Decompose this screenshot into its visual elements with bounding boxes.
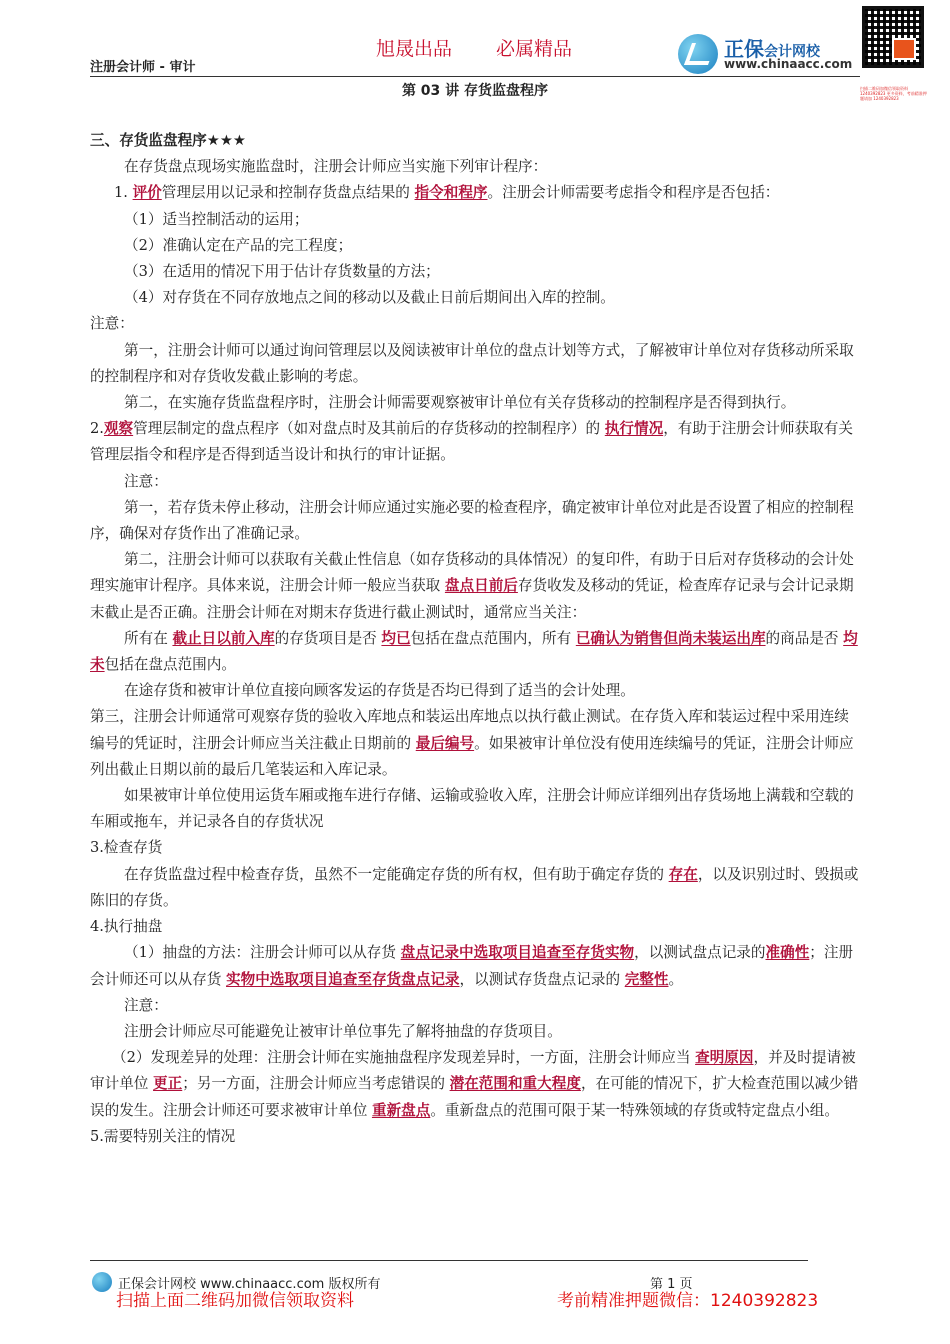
logo-mark-icon	[678, 34, 718, 74]
footer-promo-left: 扫描上面二维码加微信领取资料	[116, 1291, 354, 1311]
note-label: 注意：	[90, 315, 134, 333]
footer-divider	[90, 1260, 808, 1261]
keyword: 盘点记录中选取项目追查至存货实物	[400, 944, 635, 962]
note-paragraph: 在途存货和被审计单位直接向顾客发运的存货是否均已得到了适当的会计处理。	[124, 682, 635, 700]
keyword: 实物中选取项目追查至存货盘点记录	[226, 970, 460, 988]
keyword: 评价	[132, 184, 162, 202]
keyword: 盘点日前后	[444, 577, 518, 595]
header-subject: 注册会计师 - 审计	[90, 60, 196, 75]
item-4-paragraph: （2）发现差异的处理：注册会计师在实施抽盘程序发现差异时，一方面，注册会计师应当 查明原因，并及时提请被审计单位 更正；另一方面，注册会计师应当考虑错误的 潜在范围和重大程度，在可能的情况下，扩大检查范围以减少错误的发生。注册会计师还可要求被审计单位 重新盘点。重新盘点的范围可限于某一特殊领域的存货或特定盘点小组。	[90, 1049, 859, 1119]
document-body	[90, 128, 860, 1150]
list-item: （2）准确认定在产品的完工程度；	[124, 236, 353, 254]
keyword: 均未	[90, 629, 858, 674]
note-paragraph: 第一，若存货未停止移动，注册会计师应通过实施必要的检查程序，确定被审计单位对此是否设置了相应的控制程序，确保对存货作出了准确记录。	[90, 498, 854, 543]
qr-badge-icon	[892, 38, 916, 60]
item-1: 1. 评价管理层用以记录和控制存货盘点结果的 指令和程序。注册会计师需要考虑指令和程序是否包括：	[114, 184, 780, 202]
list-item: （1）适当控制活动的运用；	[124, 210, 309, 228]
list-item: （3）在适用的情况下用于估计存货数量的方法；	[124, 263, 440, 281]
note-paragraph: 第二，在实施存货监盘程序时，注册会计师需要观察被审计单位有关存货移动的控制程序是否得到执行。	[124, 394, 796, 412]
keyword: 观察	[103, 420, 134, 438]
footer-copyright: 正保会计网校 www.chinaacc.com 版权所有	[118, 1277, 381, 1292]
section-title: 三、存货监盘程序★★★	[90, 132, 246, 149]
footer-logo-icon	[92, 1272, 112, 1292]
header-divider	[90, 76, 860, 77]
keyword: 均已	[381, 629, 411, 647]
intro-paragraph: 在存货盘点现场实施监盘时，注册会计师应当实施下列审计程序：	[124, 158, 548, 176]
keyword: 查明原因	[695, 1049, 754, 1067]
item-5-title: 5.需要特别关注的情况	[90, 1127, 236, 1145]
page-number: 第 1 页	[650, 1277, 693, 1292]
keyword: 潜在范围和重大程度	[449, 1075, 581, 1093]
qr-note: 扫描二维码加微信领取资料 1240392823 更多资料，考前精准押题请加 1240392823	[860, 86, 927, 101]
keyword: 重新盘点	[371, 1101, 431, 1119]
footer-promo-right: 考前精准押题微信：1240392823	[557, 1291, 819, 1311]
list-item: （4）对存货在不同存放地点之间的移动以及截止日前后期间出入库的控制。	[124, 289, 615, 307]
keyword: 截止日以前入库	[172, 629, 275, 647]
lecture-title: 第 03 讲 存货监盘程序	[401, 83, 549, 99]
keyword: 已确认为销售但尚未装运出库	[575, 629, 766, 647]
keyword: 执行情况	[604, 420, 664, 438]
keyword: 最后编号	[415, 734, 475, 752]
logo-text: 正保会计网校	[724, 37, 820, 61]
note-label: 注意：	[124, 472, 168, 490]
note-paragraph: 第三，注册会计师通常可观察存货的验收入库地点和装运出库地点以执行截止测试。在存货入库和装运过程中采用连续编号的凭证时，注册会计师应当关注截止日期前的 最后编号。如果被审计单位没有使用连续编号的凭证，注册会计师应列出截止日期以前的最后几笔装运和入库记录。	[90, 708, 854, 778]
note-label: 注意：	[124, 996, 168, 1014]
item-2: 2.观察管理层制定的盘点程序（如对盘点时及其前后的存货移动的控制程序）的 执行情况，有助于注册会计师获取有关管理层指令和程序是否得到适当设计和执行的审计证据。	[90, 420, 853, 464]
keyword: 完整性	[624, 970, 669, 988]
item-3-title: 3.检查存货	[90, 839, 163, 857]
note-paragraph: 如果被审计单位使用运货车厢或拖车进行存储、运输或验收入库，注册会计师应详细列出存货场地上满载和空载的车厢或拖车，并记录各自的存货状况	[90, 787, 854, 831]
brand-logo	[678, 30, 858, 78]
keyword: 更正	[153, 1075, 183, 1093]
slogan-left: 旭晟出品	[376, 38, 453, 60]
note-paragraph: 注册会计师应尽可能避免让被审计单位事先了解将抽盘的存货项目。	[124, 1022, 562, 1040]
keyword: 存在	[668, 865, 698, 883]
note-paragraph: 第二，注册会计师可以获取有关截止性信息（如存货移动的具体情况）的复印件，有助于日后对存货移动的会计处理实施审计程序。具体来说，注册会计师一般应当获取 盘点日前后存货收发及移动的凭证，检查库存记录与会计记录期末截止是否正确。注册会计师在对期末存货进行截止测试时，通常应当关注：	[90, 551, 854, 621]
item-3-paragraph: 在存货监盘过程中检查存货，虽然不一定能确定存货的所有权，但有助于确定存货的 存在，以及识别过时、毁损或陈旧的存货。	[90, 865, 859, 909]
note-paragraph: 所有在 截止日以前入库的存货项目是否 均已包括在盘点范围内，所有 已确认为销售但尚未装运出库的商品是否 均未包括在盘点范围内。	[90, 629, 858, 674]
keyword: 指令和程序	[414, 184, 488, 202]
item-4-title: 4.执行抽盘	[90, 918, 163, 936]
item-4-paragraph: （1）抽盘的方法：注册会计师可以从存货 盘点记录中选取项目追查至存货实物，以测试盘点记录的准确性；注册会计师还可以从存货 实物中选取项目追查至存货盘点记录，以测试存货盘点记录的 完整性。	[90, 944, 854, 988]
slogan-right: 必属精品	[496, 38, 573, 60]
keyword: 准确性	[765, 944, 810, 962]
note-paragraph: 第一，注册会计师可以通过询问管理层以及阅读被审计单位的盘点计划等方式，了解被审计单位对存货移动所采取的控制程序和对存货收发截止影响的考虑。	[90, 341, 854, 385]
logo-url: www.chinaacc.com	[724, 57, 853, 71]
